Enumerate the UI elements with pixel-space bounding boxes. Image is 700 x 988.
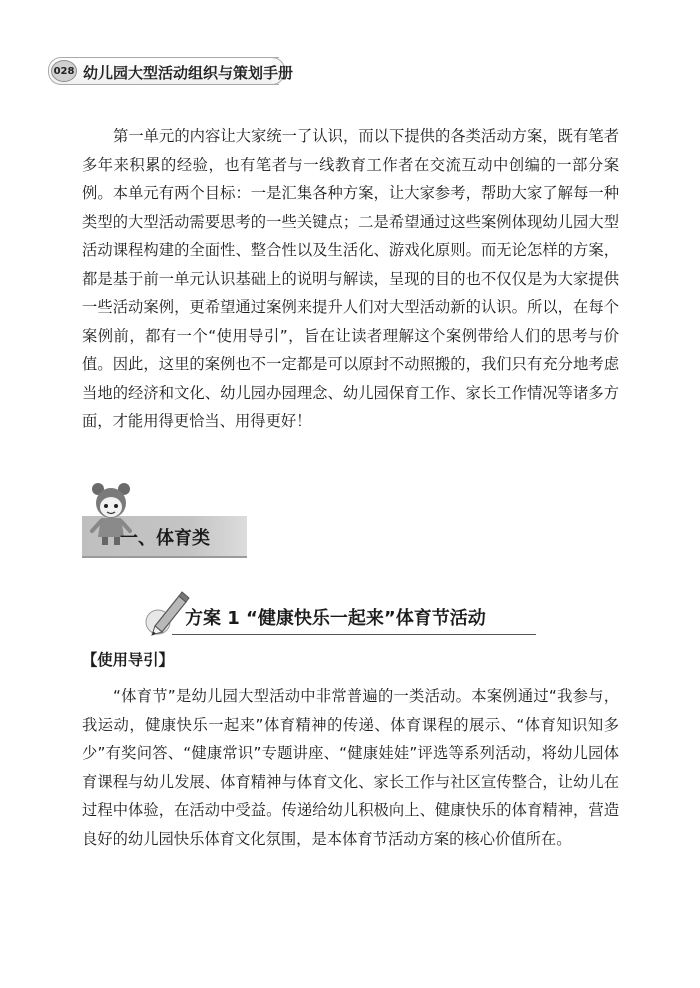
plan-title: 方案 1 “健康快乐一起来”体育节活动 bbox=[185, 608, 486, 629]
guide-paragraph: “体育节”是幼儿园大型活动中非常普遍的一类活动。本案例通过“我参与，我运动，健康快乐一起来”体育精神的传递、体育课程的展示、“体育知识知多少”有奖问答、“健康常识”专题讲座、“健康娃娃”评选等系列活动，将幼儿园体育课程与幼儿发展、体育精神与体育文化、家长工作与社区宣传整合，让幼儿在过程中体验，在活动中受益。传递给幼儿积极向上、健康快乐的体育精神，营造良好的幼儿园快乐体育文化氛围，是本体育节活动方案的核心价值所在。 bbox=[82, 687, 619, 848]
page-number: 028 bbox=[51, 60, 77, 82]
pencil-icon bbox=[143, 590, 191, 636]
plan-title-underline bbox=[172, 634, 536, 635]
book-title: 幼儿园大型活动组织与策划手册 bbox=[83, 64, 294, 82]
guide-heading: 【使用导引】 bbox=[82, 651, 174, 669]
intro-paragraph: 第一单元的内容让大家统一了认识，而以下提供的各类活动方案，既有笔者多年来积累的经验，也有笔者与一线教育工作者在交流互动中创编的一部分案例。本单元有两个目标：一是汇集各种方案，让大家参考，帮助大家了解每一种类型的大型活动需要思考的一些关键点；二是希望通过这些案例体现幼儿园大型活动课程构建的全面性、整合性以及生活化、游戏化原则。而无论怎样的方案，都是基于前一单元认识基础上的说明与解读，呈现的目的也不仅仅是为大家提供一些活动案例，更希望通过案例来提升人们对大型活动新的认识。所以，在每个案例前，都有一个“使用导引”，旨在让读者理解这个案例带给人们的思考与价值。因此，这里的案例也不一定都是可以原封不动照搬的，我们只有充分地考虑当地的经济和文化、幼儿园办园理念、幼儿园保育工作、家长工作情况等诸多方面，才能用得更恰当、用得更好！ bbox=[82, 127, 619, 430]
section-title: 一、体育类 bbox=[120, 528, 210, 549]
running-header bbox=[48, 57, 294, 85]
